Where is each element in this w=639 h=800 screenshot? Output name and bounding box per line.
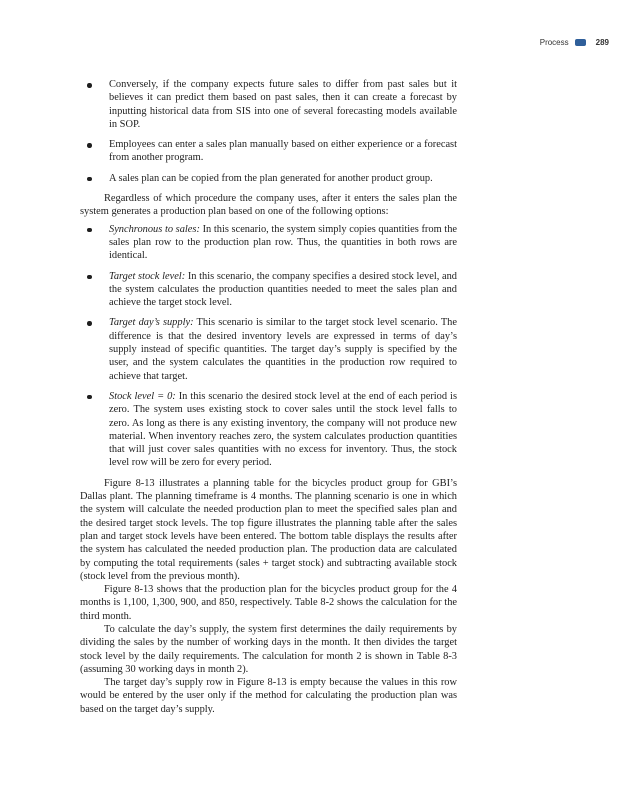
bullet-icon: [87, 228, 92, 233]
list-item: [80, 270, 457, 310]
running-head: [540, 38, 609, 47]
section-title: Process: [539, 38, 569, 47]
bullet-icon: [87, 275, 92, 280]
body-paragraph: Figure 8-13 shows that the production plan for the bicycles product group for the 4 months is 1,100, 1,300, 900, and 850, respectively. Table 8-2 shows the calculation for the third month.: [80, 584, 457, 622]
bullet-icon: [87, 321, 92, 326]
option-term: Target stock level:: [109, 270, 186, 282]
option-description: In this scenario, the company specifies a desired stock level, and the system calculates the production quantities needed to meet the sales plan and achieve the target stock level.: [109, 270, 457, 309]
body-paragraph: Figure 8-13 illustrates a planning table for the bicycles product group for GBI’s Dallas plant. The planning timeframe is 4 months. The planning scenario is one in which the system will calculate the needed production plan to meet the specified sales plan and the desired target stock levels. The top figure illustrates the planning table after the sales plan and target stock levels have been entered. The bottom table displays the results after the system has calculated the needed production plan. The production data are calculated by computing the total requirements (sales + target stock) and subtracting available stock (stock level from the previous month).: [80, 477, 457, 582]
list-item-text: Employees can enter a sales plan manually based on either experience or a forecast from another program.: [109, 139, 457, 164]
list-item-text: Conversely, if the company expects future sales to differ from past sales but it believes it can predict them based on past sales, then it can create a forecast by inputting historical data from SIS into one of several forecasting models available in SOP.: [109, 79, 457, 130]
list-item: [80, 138, 457, 165]
body-paragraph: The target day’s supply row in Figure 8-13 is empty because the values in this row would be entered by the user only if the method for calculating the production plan was based on the target day’s supply.: [80, 677, 457, 715]
option-description: In this scenario the desired stock level at the end of each period is zero. The system uses existing stock to cover sales until the stock level falls to zero. As long as there is any existing inventory, the company will not produce new material. When inventory reaches zero, the system calculates production quantities that will just cover sales quantities with no excess for inventory. Thus, the stock level row will be zero for every period.: [109, 390, 457, 469]
list-item: [80, 172, 457, 185]
page-number: 289: [595, 38, 609, 47]
option-term: Stock level = 0:: [109, 390, 176, 402]
bullet-icon: [87, 395, 92, 400]
intro-paragraph: Regardless of which procedure the company uses, after it enters the sales plan the system generates a production plan based on one of the following options:: [80, 193, 457, 218]
list-item: [80, 316, 457, 382]
plan-source-list: [80, 78, 457, 185]
option-description: In this scenario, the system simply copies quantities from the sales plan row to the production plan row. Thus, the quantities in both rows are identical.: [109, 223, 457, 262]
bullet-icon: [87, 177, 92, 182]
bullet-icon: [87, 143, 92, 148]
list-item: [80, 223, 457, 263]
bullet-icon: [87, 83, 92, 88]
page-body: [80, 78, 457, 716]
body-paragraph: To calculate the day’s supply, the system first determines the daily requirements by dividing the sales by the number of working days in the month. It then divides the target stock level by the daily requirements. The calculation for month 2 is shown in Table 8-3 (assuming 30 working days in month 2).: [80, 623, 457, 675]
list-item-text: A sales plan can be copied from the plan generated for another product group.: [109, 172, 433, 184]
option-description: This scenario is similar to the target stock level scenario. The difference is that the desired inventory levels are expressed in terms of day’s supply instead of specific quantities. The target day’s supply is specified by the user, and the system calculates the quantities in the production row required to achieve that target.: [109, 317, 457, 382]
option-term: Target day’s supply:: [109, 317, 194, 329]
section-marker-icon: [575, 39, 586, 46]
list-item: [80, 78, 457, 131]
list-item: [80, 390, 457, 470]
production-options-list: [80, 223, 457, 470]
option-term: Synchronous to sales:: [109, 223, 200, 235]
